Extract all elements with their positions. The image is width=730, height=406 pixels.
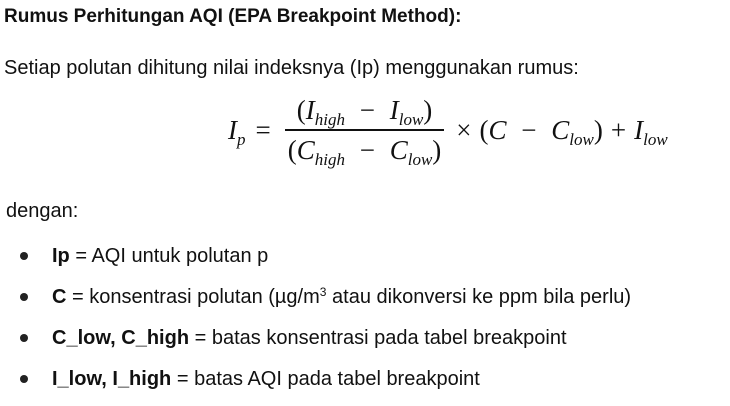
definition-term: C bbox=[52, 286, 67, 308]
definition-list bbox=[0, 242, 631, 406]
unit-superscript: 3 bbox=[319, 285, 327, 299]
formula-numerator: $(I_{high} - I_{low})$ bbox=[296, 95, 433, 130]
list-item bbox=[0, 242, 631, 283]
definition-desc: = batas konsentrasi pada tabel breakpoint bbox=[189, 327, 567, 349]
with-label: dengan: bbox=[6, 200, 79, 222]
definition-desc: = batas AQI pada tabel breakpoint bbox=[171, 368, 480, 390]
intro-text: Setiap polutan dihitung nilai indeksnya (Ip) menggunakan rumus: bbox=[4, 57, 579, 79]
list-item bbox=[0, 283, 631, 324]
formula-term2: $(C - C_{low})$ bbox=[479, 114, 603, 149]
formula-lhs: $I_p$ bbox=[228, 114, 246, 149]
formula-fraction bbox=[285, 94, 445, 169]
formula-last-term: $I_{low}$ bbox=[634, 114, 668, 149]
bullet-icon bbox=[20, 293, 28, 301]
formula-denominator: $(C_{high} - C_{low})$ bbox=[287, 134, 442, 169]
definition-term: C_low, C_high bbox=[52, 327, 190, 349]
section-heading: Rumus Perhitungan AQI (EPA Breakpoint Method): bbox=[4, 6, 462, 27]
definition-desc: = AQI untuk polutan p bbox=[69, 245, 269, 267]
formula-times: × bbox=[456, 114, 472, 145]
definition-term: Ip bbox=[52, 245, 70, 267]
bullet-icon bbox=[20, 334, 28, 342]
formula-equals: = bbox=[255, 114, 271, 145]
definition-desc-after: atau dikonversi ke ppm bila perlu) bbox=[326, 286, 632, 308]
formula-plus: + bbox=[610, 114, 627, 145]
definition-term: I_low, I_high bbox=[52, 368, 172, 390]
definition-desc: = konsentrasi polutan (µg/m bbox=[66, 286, 320, 308]
bullet-icon bbox=[20, 252, 28, 260]
list-item bbox=[0, 324, 631, 365]
bullet-icon bbox=[20, 375, 28, 383]
aqi-formula bbox=[228, 90, 668, 170]
